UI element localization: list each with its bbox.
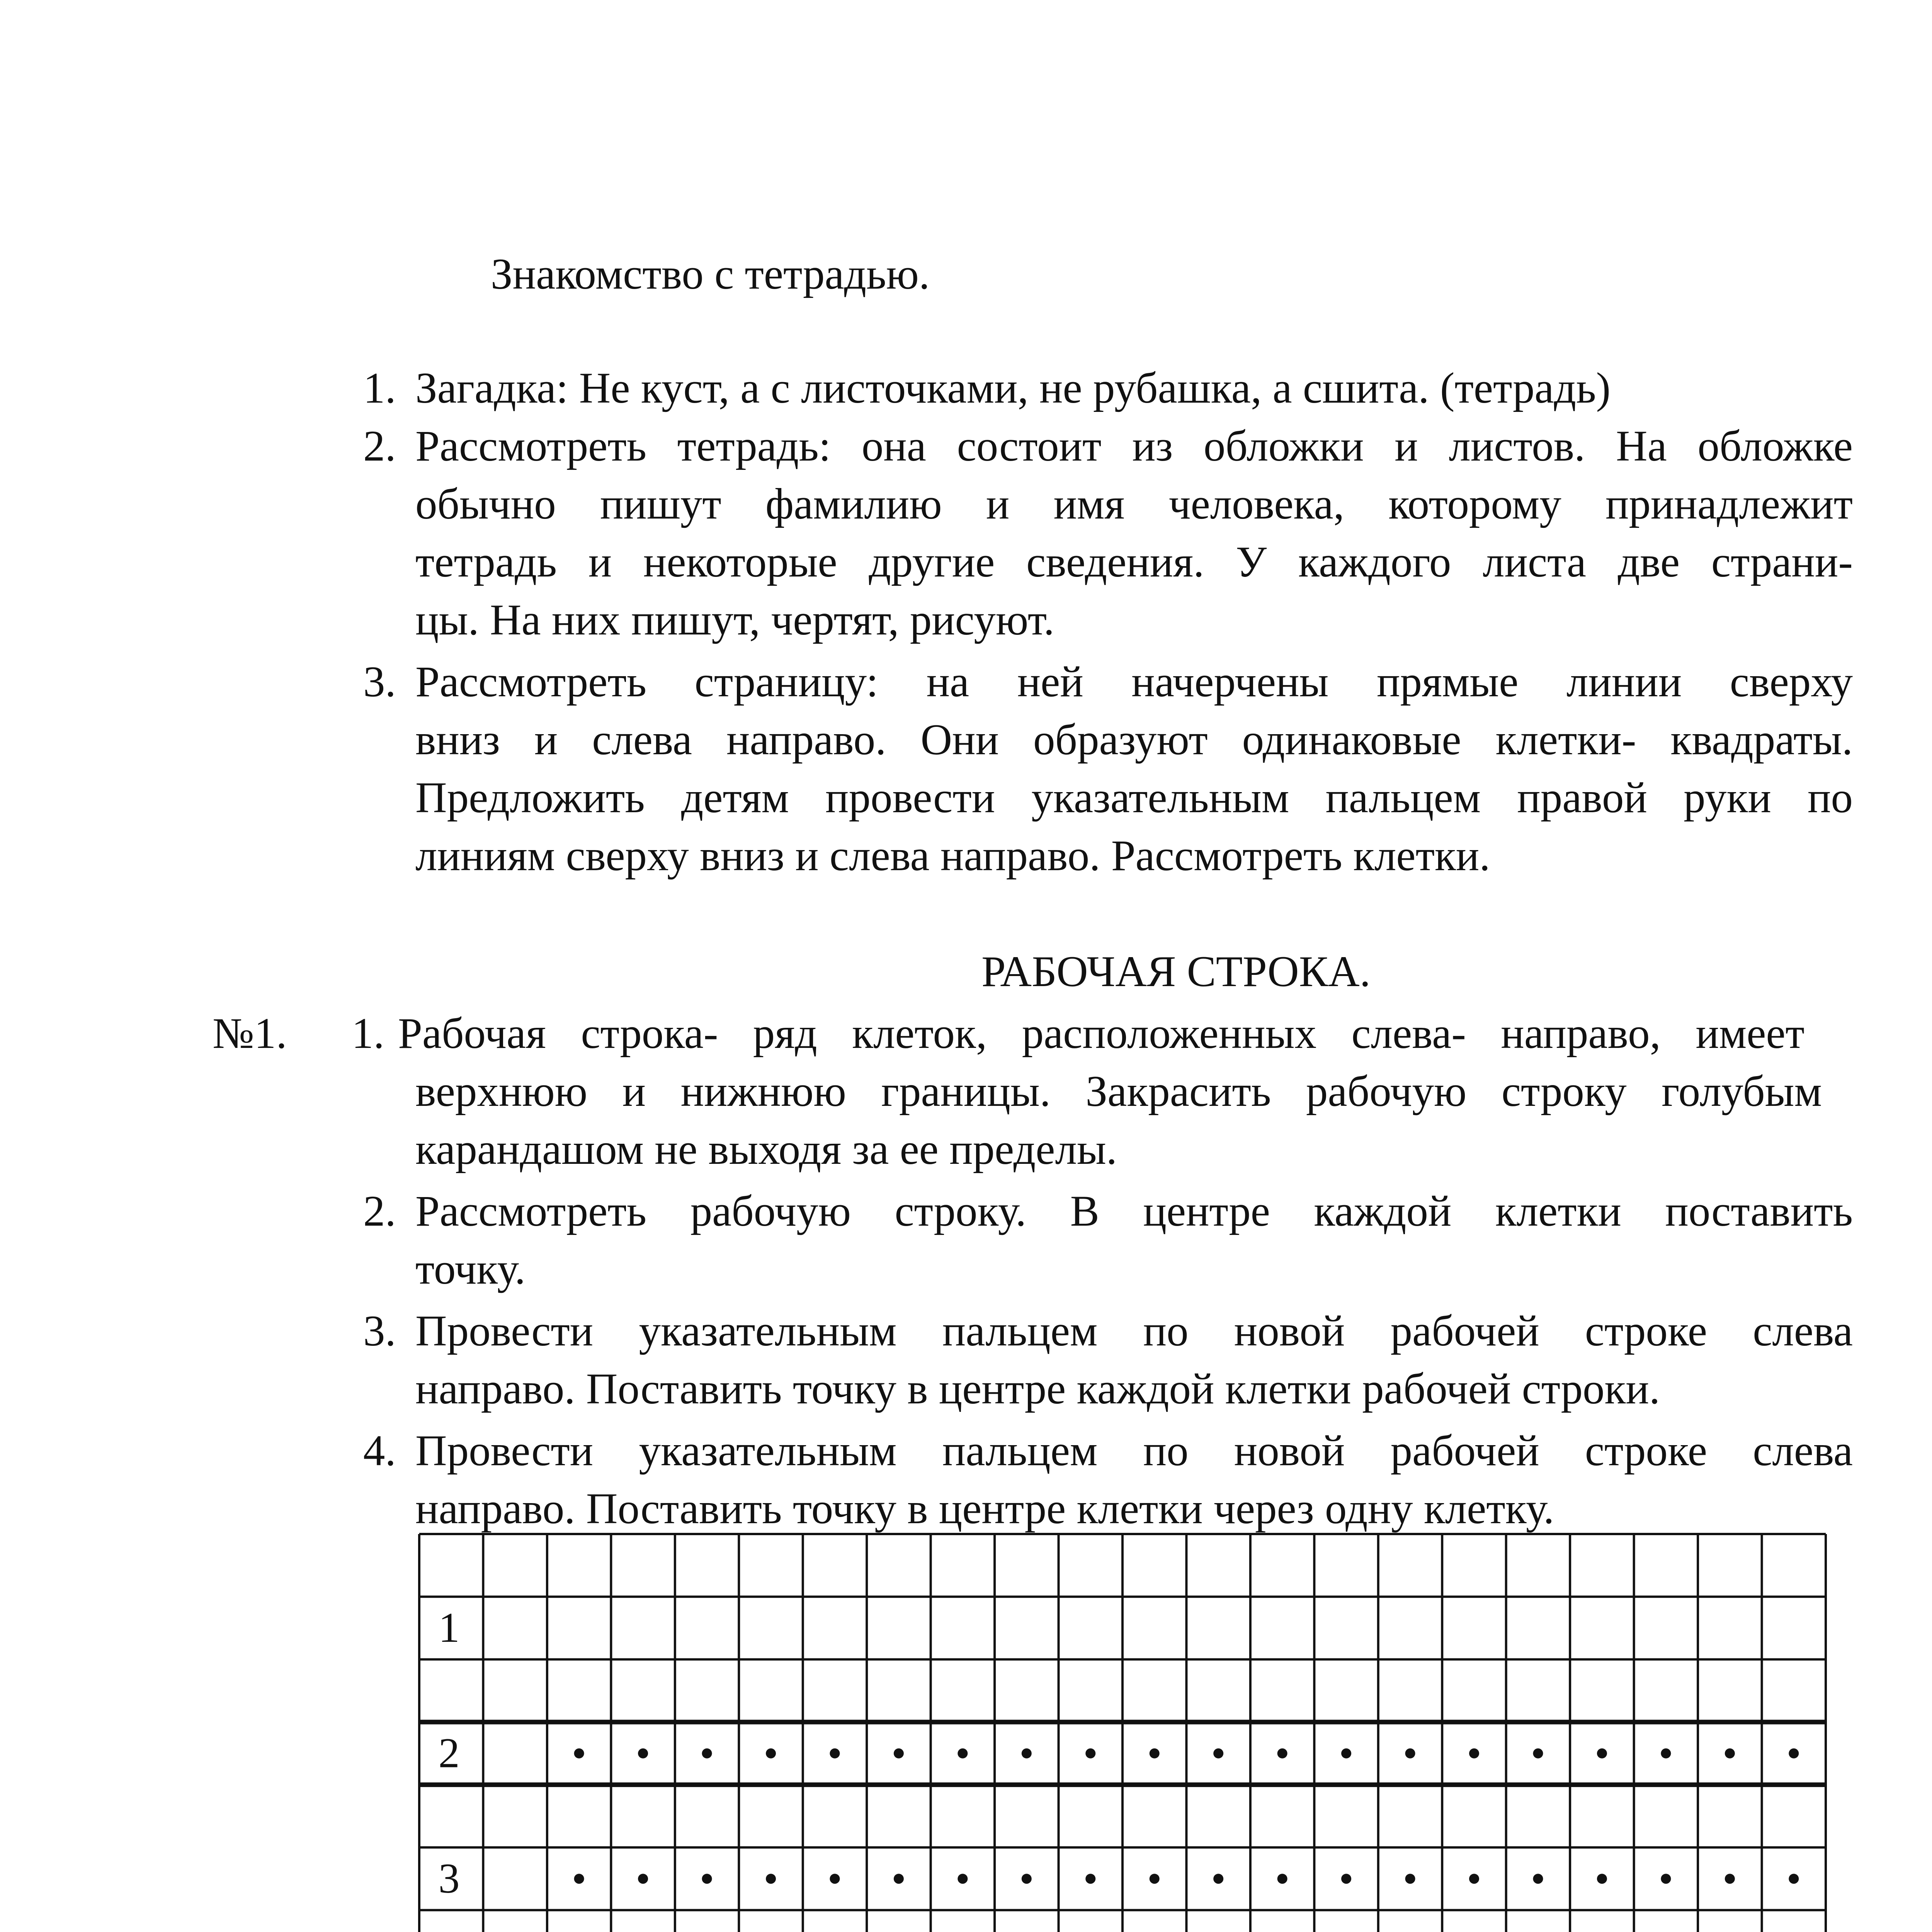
grid-dot <box>1022 1874 1032 1884</box>
section1-heading: РАБОЧАЯ СТРОКА. <box>981 947 1371 996</box>
grid-dot <box>1597 1748 1607 1759</box>
grid-dot <box>574 1748 584 1759</box>
grid-dot <box>1341 1748 1351 1759</box>
intro-item-2-line-2: обычно пишут фамилию и имя человека, которому принадлежит <box>415 480 1853 528</box>
grid-dot <box>1150 1874 1160 1884</box>
section1-item-4-line-1: Провести указательным пальцем по новой рабочей строке слева <box>415 1427 1853 1475</box>
grid-dot <box>1277 1874 1287 1884</box>
grid-dot <box>1405 1874 1415 1884</box>
grid-row-label: 1 <box>438 1604 460 1651</box>
section1-item-1-line-2: верхнюю и нижнюю границы. Закрасить рабочую строку голубым <box>415 1067 1822 1116</box>
grid-dot <box>1661 1874 1671 1884</box>
section1-label: №1. <box>213 1009 287 1058</box>
grid-dot <box>894 1874 904 1884</box>
grid-dot <box>1213 1874 1223 1884</box>
grid-dot <box>766 1748 776 1759</box>
intro-item-2-line-1: Рассмотреть тетрадь: она состоит из обложки и листов. На обложке <box>415 422 1853 470</box>
notebook-grid <box>415 1530 1830 1932</box>
grid-dot <box>574 1874 584 1884</box>
section1-item-4-line-2: направо. Поставить точку в центре клетки через одну клетку. <box>415 1485 1554 1533</box>
intro-item-3-line-3: Предложить детям провести указательным пальцем правой руки по <box>415 774 1853 822</box>
grid-dot <box>894 1748 904 1759</box>
grid-dot <box>1085 1748 1095 1759</box>
grid-dot <box>1150 1748 1160 1759</box>
section1-item-1-line-1: Рабочая строка- ряд клеток, расположенных слева- направо, имеет <box>398 1009 1804 1058</box>
grid-dot <box>702 1874 712 1884</box>
section1-item-2-line-2: точку. <box>415 1245 526 1293</box>
intro-item-3-line-2: вниз и слева направо. Они образуют одинаковые клетки- квадраты. <box>415 716 1853 764</box>
intro-item-2-line-4: цы. На них пишут, чертят, рисуют. <box>415 596 1054 644</box>
grid-dot <box>1661 1748 1671 1759</box>
section1-item-2-number: 2. <box>363 1187 396 1235</box>
grid-dot <box>830 1748 840 1759</box>
intro-item-3-number: 3. <box>363 658 396 706</box>
intro-item-3-line-4: линиям сверху вниз и слева направо. Рассмотреть клетки. <box>415 832 1490 880</box>
section1-item-2-line-1: Рассмотреть рабочую строку. В центре каждой клетки поставить <box>415 1187 1853 1235</box>
grid-dot <box>1597 1874 1607 1884</box>
intro-item-1-line-1: Загадка: Не куст, а с листочками, не рубашка, а сшита. (тетрадь) <box>415 364 1611 412</box>
grid-dot <box>1725 1874 1735 1884</box>
grid-dot <box>957 1748 968 1759</box>
intro-item-3-line-1: Рассмотреть страницу: на ней начерчены прямые линии сверху <box>415 658 1853 706</box>
grid-dot <box>638 1874 648 1884</box>
section1-item-1-line-3: карандашом не выходя за ее пределы. <box>415 1125 1117 1173</box>
grid-dot <box>702 1748 712 1759</box>
grid-dot <box>1022 1748 1032 1759</box>
grid-dot <box>1213 1748 1223 1759</box>
grid-dot <box>766 1874 776 1884</box>
section1-item-3-number: 3. <box>363 1307 396 1355</box>
grid-dot <box>830 1874 840 1884</box>
grid-dot <box>1469 1748 1479 1759</box>
grid-dot <box>1725 1748 1735 1759</box>
grid-dot <box>1085 1874 1095 1884</box>
section1-item-3-line-1: Провести указательным пальцем по новой рабочей строке слева <box>415 1307 1853 1355</box>
grid-dot <box>1405 1748 1415 1759</box>
section1-item-4-number: 4. <box>363 1427 396 1475</box>
grid-dot <box>1469 1874 1479 1884</box>
grid-dot <box>1789 1748 1799 1759</box>
grid-dot <box>1533 1748 1543 1759</box>
grid-dot <box>1789 1874 1799 1884</box>
intro-item-2-line-3: тетрадь и некоторые другие сведения. У каждого листа две страни- <box>415 538 1853 586</box>
grid-dot <box>1277 1748 1287 1759</box>
section1-item-1-number: 1. <box>352 1009 384 1058</box>
grid-dot <box>638 1748 648 1759</box>
intro-item-2-number: 2. <box>363 422 396 470</box>
grid-dot <box>957 1874 968 1884</box>
intro-item-1-number: 1. <box>363 364 396 412</box>
grid-dot <box>1341 1874 1351 1884</box>
grid-row-label: 3 <box>438 1854 460 1902</box>
grid-row-label: 2 <box>438 1729 460 1777</box>
section1-item-3-line-2: направо. Поставить точку в центре каждой клетки рабочей строки. <box>415 1365 1660 1413</box>
intro-title: Знакомство с тетрадью. <box>491 250 930 298</box>
grid-dot <box>1533 1874 1543 1884</box>
